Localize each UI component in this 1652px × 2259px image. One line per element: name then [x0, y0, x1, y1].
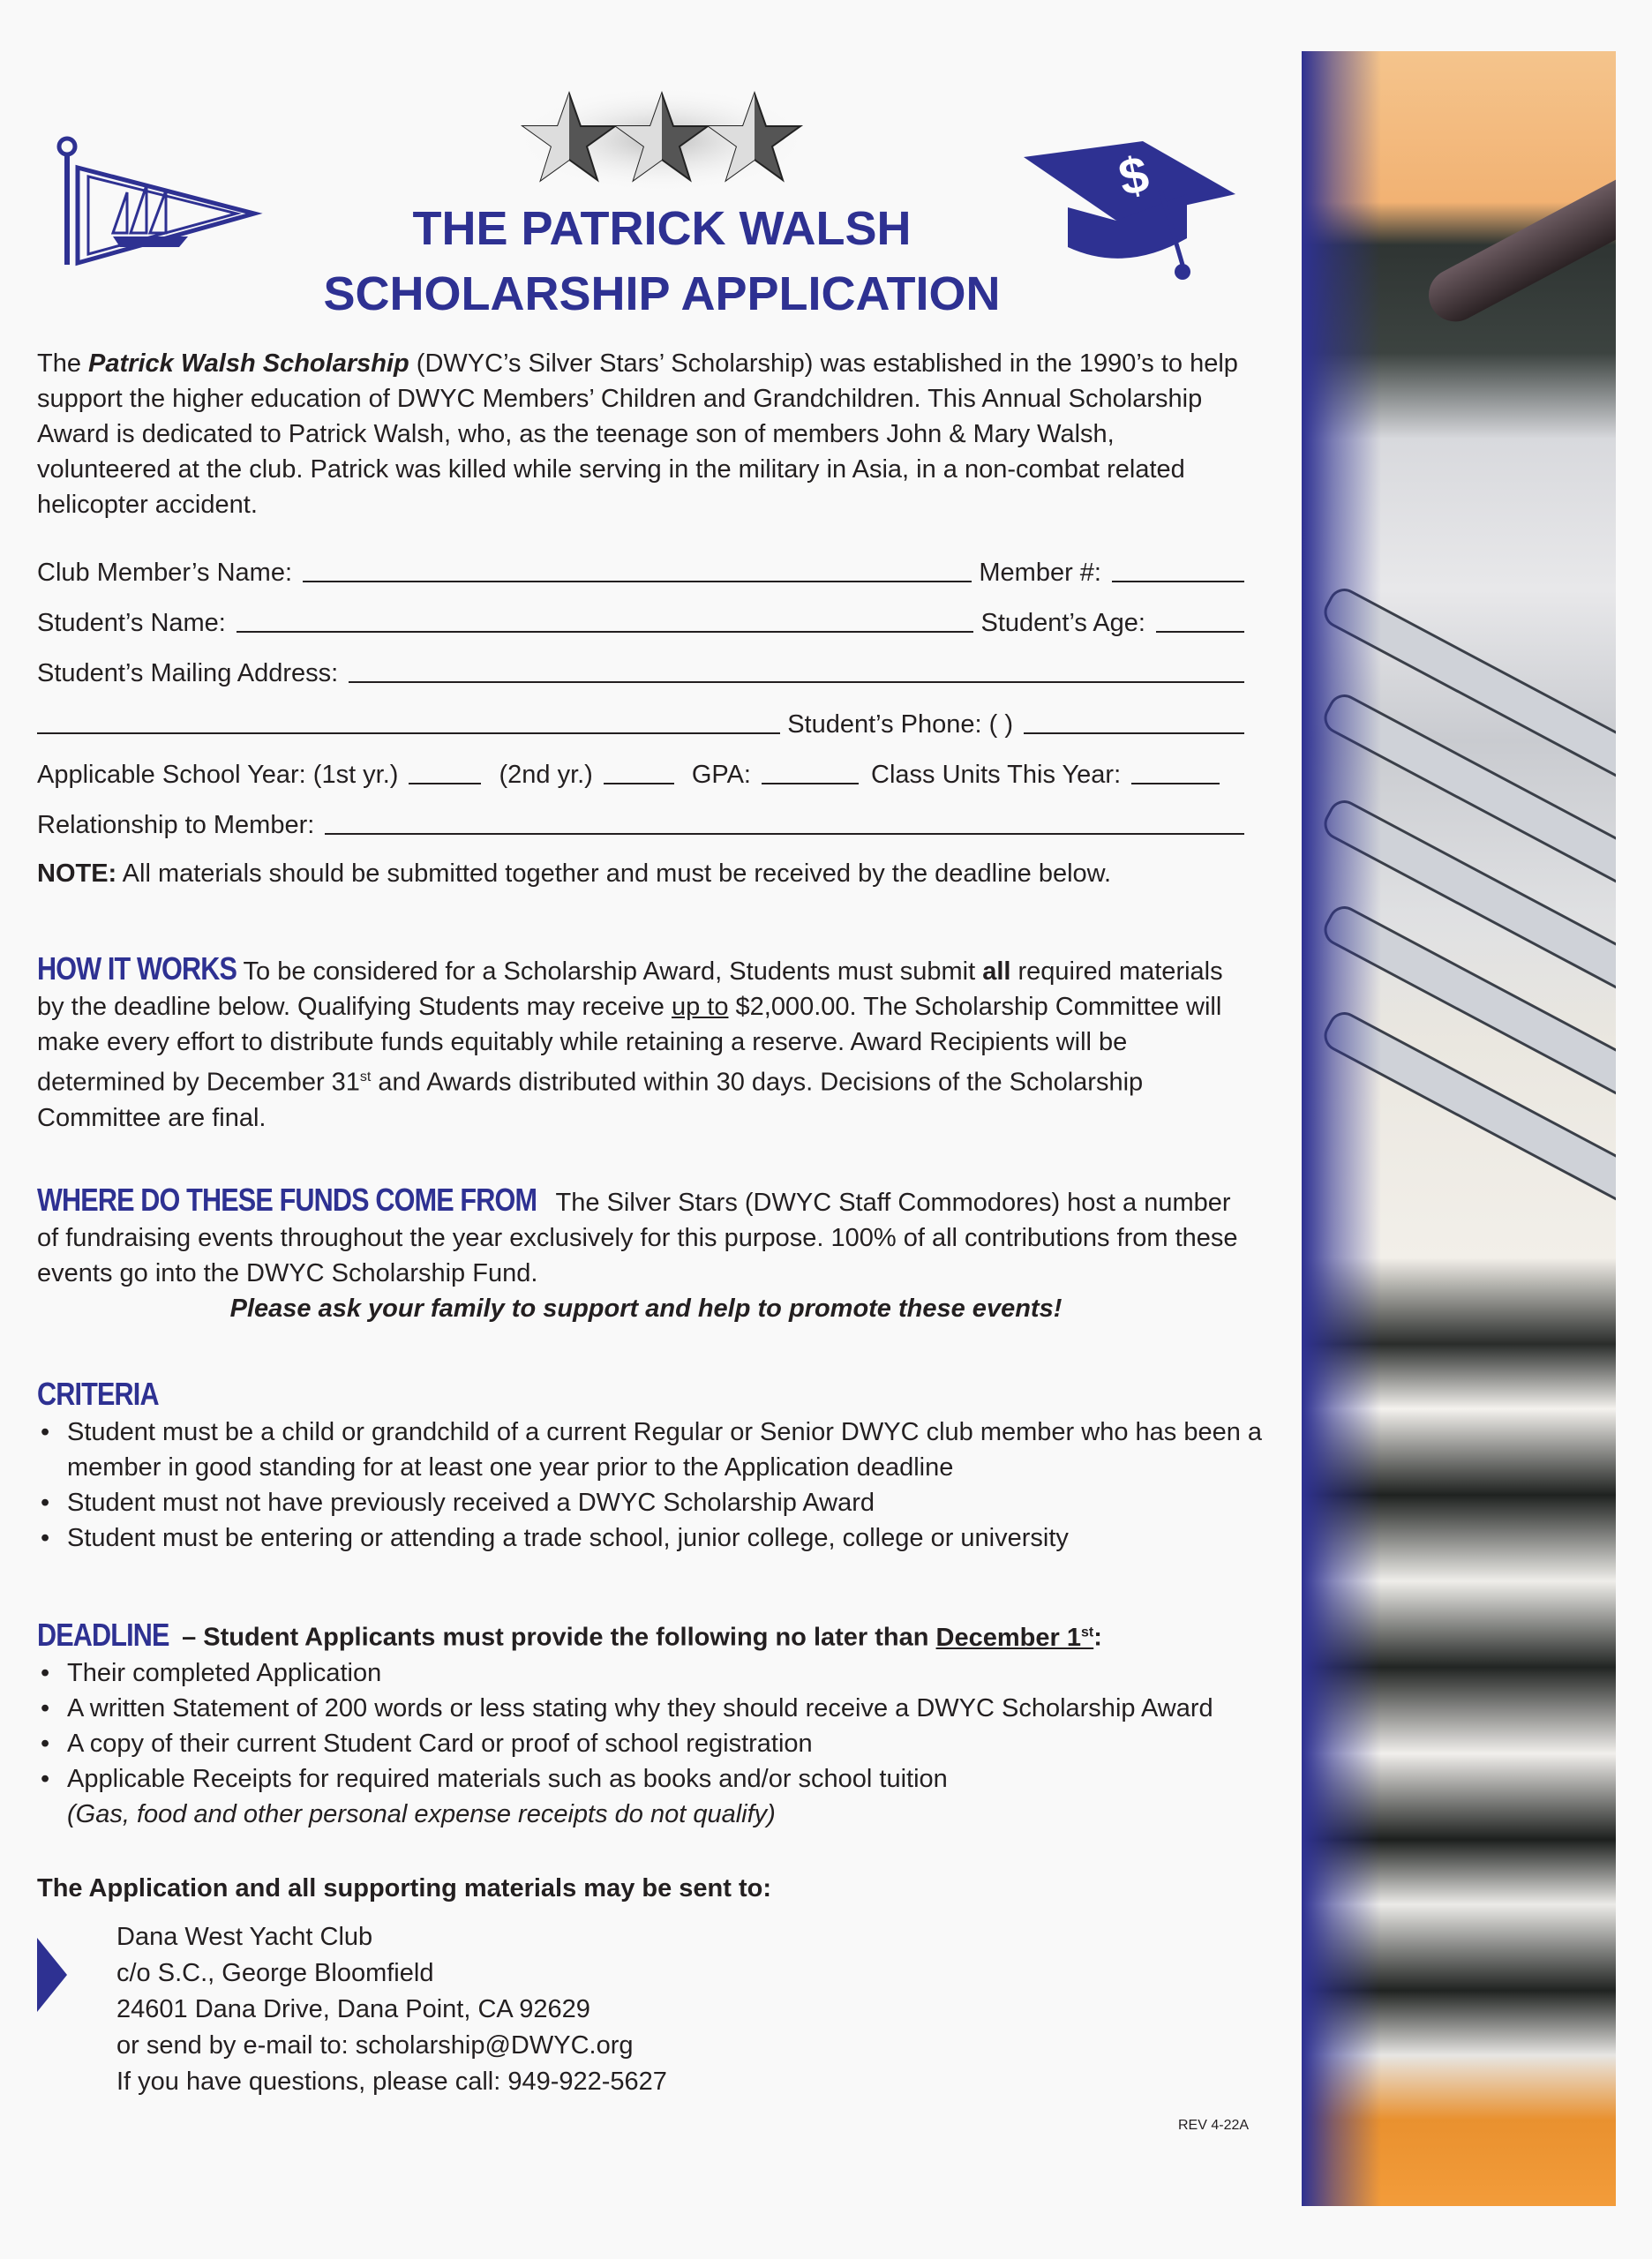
- gpa-field[interactable]: [762, 758, 859, 784]
- form-row-student: [37, 603, 1251, 638]
- how-it-works-section: HOW IT WORKS To be considered for a Scholarship Award, Students must submit all required materials by the deadline below. Qualifying Students may receive up to $2,000.00. The Scholarship Committee will make every effort to distribute funds equitably while retaining a reserve. Award Recipients will be determined by December 31st and Awards distributed within 30 days. Decisions of the Scholarship Committee are final.: [37, 950, 1223, 1132]
- arrow-right-icon: [37, 1938, 67, 2012]
- list-item: • A written Statement of 200 words or less stating why they should receive a DWYC Scholarship Award: [37, 1691, 1290, 1726]
- email-line: or send by e-mail to: scholarship@DWYC.org: [116, 2031, 634, 2060]
- criteria-section: [37, 1377, 1273, 1556]
- deadline-list: [37, 1655, 1290, 1797]
- mailing-address-block: [116, 1919, 667, 2100]
- member-number-field[interactable]: [1112, 556, 1244, 582]
- pen-shape: [1419, 160, 1616, 331]
- class-units-label: Class Units This Year:: [871, 761, 1122, 789]
- phone-line: If you have questions, please call: 949-922-5627: [116, 2068, 667, 2096]
- three-stars-icon: [516, 86, 807, 192]
- title-line-2: SCHOLARSHIP APPLICATION: [323, 267, 1001, 320]
- scholarship-name: Patrick Walsh Scholarship: [88, 349, 409, 378]
- address-line: 24601 Dana Drive, Dana Point, CA 92629: [116, 1995, 590, 2023]
- side-photo-money-books: [1302, 51, 1616, 2206]
- address-line: Dana West Yacht Club: [116, 1923, 373, 1951]
- deadline-date: December 1st: [935, 1623, 1094, 1652]
- second-year-field[interactable]: [604, 758, 674, 784]
- student-name-label: Student’s Name:: [37, 609, 226, 637]
- form-row-school: [37, 754, 1251, 790]
- list-item: • Student must be entering or attending a trade school, junior college, college or university: [37, 1520, 1273, 1556]
- club-member-name-label: Club Member’s Name:: [37, 559, 293, 587]
- form-row-address: [37, 653, 1251, 688]
- club-member-name-field[interactable]: [303, 556, 972, 582]
- relationship-field[interactable]: [325, 808, 1244, 835]
- student-phone-field[interactable]: [1024, 708, 1244, 734]
- deadline-footnote: (Gas, food and other personal expense receipts do not qualify): [67, 1799, 776, 1828]
- school-year-label: Applicable School Year: (1st yr.): [37, 761, 399, 789]
- intro-paragraph: The Patrick Walsh Scholarship (DWYC’s Silver Stars’ Scholarship) was established in the 1990’s to help support the higher education of DWYC Members’ Children and Grandchildren. This Annual Scholarship Award is dedicated to Patrick Walsh, who, as the teenage son of members John & Mary Walsh, volunteered at the club. Patrick was killed while serving in the military in Asia, in a non-combat related helicopter accident.: [37, 349, 1238, 519]
- funds-tagline: Please ask your family to support and help to promote these events!: [229, 1295, 1063, 1323]
- list-item: • Their completed Application: [37, 1655, 1290, 1691]
- deadline-section: DEADLINE – Student Applicants must provide the following no later than December 1st: • Their completed Application • A written Statement of 200 words or less stating why they should receive a DWYC Scholarship Award • A copy of their current Student Card or proof of school registration • Applicable Receipts for required materials such as books and/or school tuition (Gas, food and other personal expense receipts do not qualify): [37, 1615, 1290, 1832]
- mailing-address-label: Student’s Mailing Address:: [37, 659, 339, 687]
- yacht-club-pennant-logo: [42, 132, 272, 274]
- note: NOTE: All materials should be submitted together and must be received by the deadline below.: [37, 859, 1112, 888]
- send-to-heading: The Application and all supporting materials may be sent to:: [37, 1874, 771, 1903]
- address-line: c/o S.C., George Bloomfield: [116, 1959, 434, 1987]
- list-item: • A copy of their current Student Card or proof of school registration: [37, 1726, 1290, 1761]
- member-number-label: Member #:: [979, 559, 1101, 587]
- gpa-label: GPA:: [691, 761, 751, 789]
- student-name-field[interactable]: [237, 606, 974, 633]
- student-age-field[interactable]: [1156, 606, 1244, 633]
- class-units-field[interactable]: [1131, 758, 1220, 784]
- form-row-phone: [37, 704, 1251, 739]
- deadline-heading: DEADLINE: [37, 1616, 169, 1653]
- how-it-works-heading: HOW IT WORKS: [37, 950, 237, 987]
- list-item: • Applicable Receipts for required materials such as books and/or school tuition: [37, 1761, 1290, 1797]
- form-row-relationship: [37, 805, 1251, 840]
- relationship-label: Relationship to Member:: [37, 811, 315, 839]
- criteria-heading: CRITERIA: [37, 1376, 159, 1412]
- mailing-address-field[interactable]: [349, 657, 1244, 683]
- student-phone-label: Student’s Phone: ( ): [787, 710, 1013, 739]
- svg-text:$: $: [1114, 145, 1154, 207]
- list-item: • Student must be a child or grandchild of a current Regular or Senior DWYC club member who has been a member in good standing for at least one year prior to the Application deadline: [37, 1415, 1273, 1485]
- funds-heading: WHERE DO THESE FUNDS COME FROM: [37, 1182, 537, 1218]
- second-year-label: (2nd yr.): [499, 761, 593, 789]
- student-age-label: Student’s Age:: [980, 609, 1145, 637]
- list-item: • Student must not have previously received a DWYC Scholarship Award: [37, 1485, 1273, 1520]
- first-year-field[interactable]: [409, 758, 481, 784]
- form-row-member: [37, 552, 1251, 588]
- title-line-1: THE PATRICK WALSH: [412, 202, 912, 255]
- criteria-list: [37, 1415, 1273, 1556]
- photo-blue-fade: [1302, 51, 1381, 2206]
- revision-code: REV 4-22A: [1178, 2118, 1250, 2133]
- funds-section: WHERE DO THESE FUNDS COME FROM The Silver Stars (DWYC Staff Commodores) host a number of fundraising events throughout the year exclusively for this purpose. 100% of all contributions from these events go into the DWYC Scholarship Fund. Please ask your family to support and help to promote these events!: [37, 1182, 1255, 1326]
- mailing-address-field-line2[interactable]: [37, 708, 780, 734]
